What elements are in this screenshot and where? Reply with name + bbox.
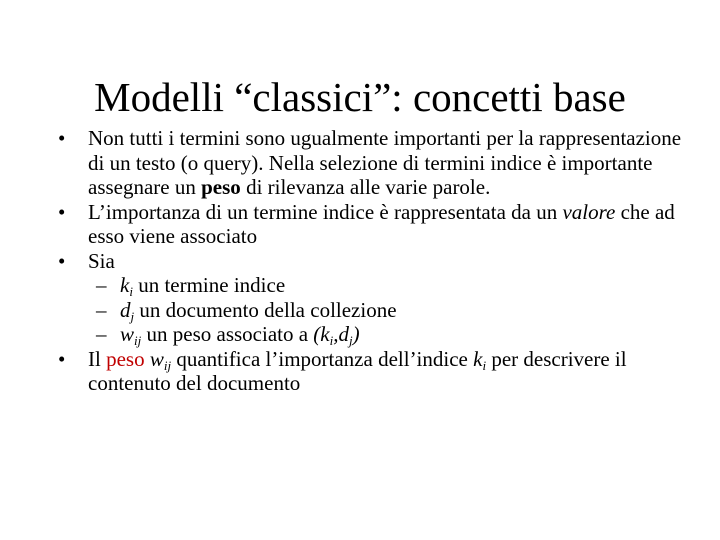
sub-bullet-1: – $k_i$ un termine indice (96, 273, 286, 299)
red-term: peso (106, 346, 145, 371)
slide-body (58, 126, 688, 396)
sub-bullet-2: – $d_j$ un documento della collezione (96, 297, 397, 324)
dash-marker: – (96, 273, 107, 297)
dash-marker: – (96, 322, 107, 346)
bullet-2: • L’importanza di un termine indice è rappresentata da un valore che ad esso viene associato (58, 199, 675, 248)
dash-marker: – (96, 297, 107, 322)
bullet-marker: • (58, 346, 66, 371)
bullet-1: • Non tutti i termini sono ugualmente importanti per la rappresentazione di un testo (o query). Nella selezione di termini indice è importante assegnare un peso di rilevanza alle varie parole. (58, 126, 682, 199)
bullet-3: • Sia (58, 248, 115, 273)
italic-term: valore (562, 199, 616, 224)
bullet-4: • Il peso $w_{ij}$ quantifica l’importanza dell’indice $k_i$ per descrivere il contenuto del documento (58, 346, 627, 395)
bold-term: peso (201, 175, 241, 199)
bullet-marker: • (58, 248, 66, 273)
bullet-marker: • (58, 199, 66, 224)
sub-bullet-3: – $w_{ij}$ un peso associato a $(k_i,d_j)$ (96, 322, 360, 348)
slide-title: Modelli “classici”: concetti base (94, 74, 626, 120)
bullet-marker: • (58, 126, 66, 150)
